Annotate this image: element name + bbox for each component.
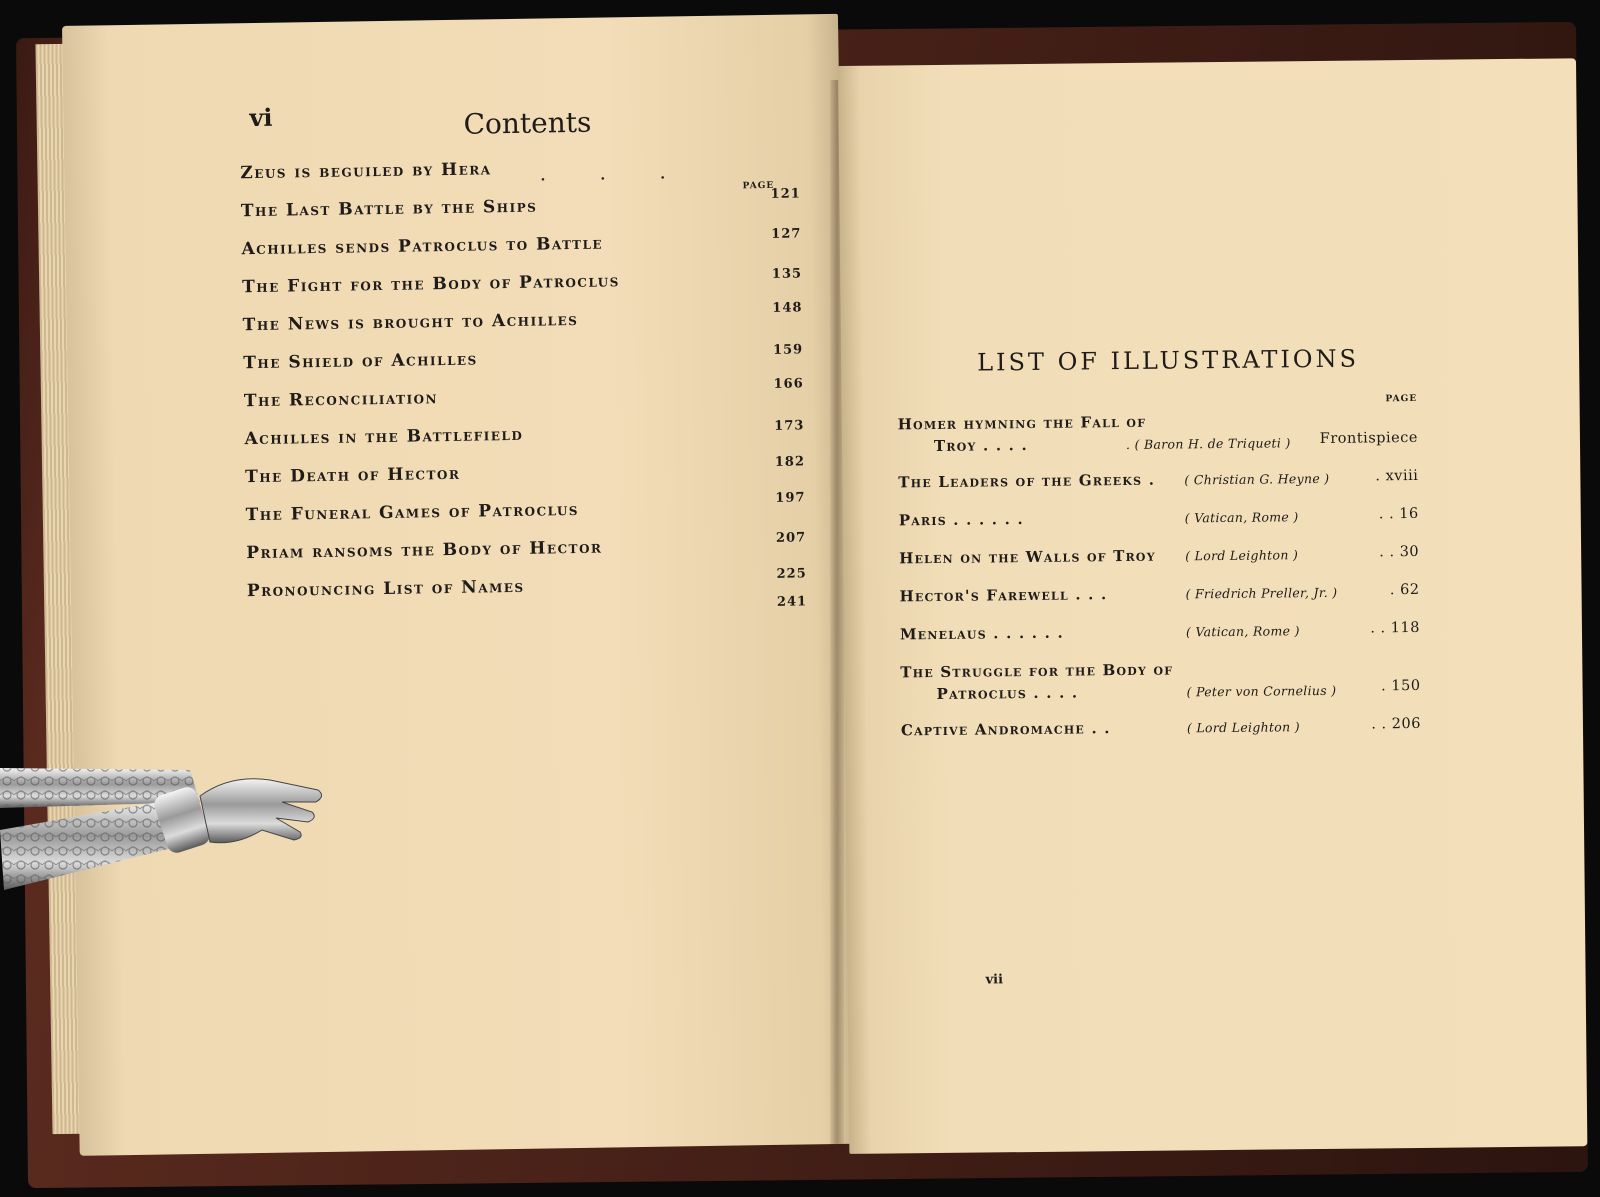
toc-entry-page: 148 bbox=[772, 300, 803, 316]
illustration-artist: ( Lord Leighton ) bbox=[1185, 547, 1299, 564]
illustration-page: . xviii bbox=[1375, 467, 1419, 485]
toc-entry-page: 127 bbox=[771, 226, 802, 242]
illustration-entry bbox=[898, 468, 1418, 511]
illustration-entry bbox=[900, 658, 1421, 721]
illustration-page: . 62 bbox=[1389, 581, 1420, 599]
toc-entry-title: Pronouncing List of Names bbox=[246, 576, 525, 602]
toc-entry-title: The Funeral Games of Patroclus bbox=[245, 499, 580, 526]
toc-entry-page: 173 bbox=[774, 418, 805, 434]
illustration-name: Homer hymning the Fall of bbox=[897, 412, 1147, 434]
illustration-name: The Struggle for the Body of bbox=[900, 660, 1174, 682]
illustration-page: . . 118 bbox=[1370, 619, 1421, 637]
illustration-name: Helen on the Walls of Troy bbox=[899, 546, 1156, 568]
contents-title: Contents bbox=[463, 105, 592, 141]
illustration-name: The Leaders of the Greeks . bbox=[898, 470, 1156, 492]
illustrations-title: LIST OF ILLUSTRATIONS bbox=[976, 344, 1360, 377]
toc-entry-title: The News is brought to Achilles bbox=[242, 309, 579, 336]
toc-entry-title: The Fight for the Body of Patroclus bbox=[241, 271, 620, 298]
illustration-name: Paris . . . . . . bbox=[898, 510, 1024, 530]
illustration-artist: ( Christian G. Heyne ) bbox=[1184, 470, 1330, 488]
illustration-artist: ( Lord Leighton ) bbox=[1186, 719, 1300, 736]
illustration-artist: ( Friedrich Preller, Jr. ) bbox=[1185, 584, 1338, 602]
illustration-entry bbox=[899, 544, 1419, 587]
contents-page-label: PAGE bbox=[742, 180, 775, 192]
toc-entry-page: 135 bbox=[771, 266, 803, 282]
leader-dots: ... bbox=[540, 165, 721, 185]
illustration-name-cont: Patroclus . . . . bbox=[936, 683, 1079, 704]
toc-entry-title: Priam ransoms the Body of Hector bbox=[246, 537, 603, 564]
toc-entry-page: 241 bbox=[776, 594, 808, 610]
illustration-entry bbox=[899, 582, 1419, 625]
illustration-page: . . 206 bbox=[1371, 715, 1422, 733]
left-page bbox=[62, 14, 856, 1156]
illustration-page: . 150 bbox=[1381, 677, 1421, 695]
illustration-page: . . 30 bbox=[1379, 543, 1420, 561]
toc-entry-title: Zeus is beguiled by Hera bbox=[240, 159, 492, 184]
toc-entry-page: 121 bbox=[770, 186, 801, 202]
toc-entry-title: The Reconciliation bbox=[243, 388, 439, 412]
illustration-name: Menelaus . . . . . . bbox=[899, 623, 1064, 644]
toc-entry-page: 166 bbox=[773, 376, 804, 392]
toc-entry-page: 182 bbox=[774, 454, 806, 470]
illustrations-page-label: PAGE bbox=[1385, 393, 1418, 405]
toc-entry-title: The Death of Hector bbox=[244, 463, 461, 488]
right-page bbox=[838, 58, 1587, 1154]
toc-entry-title: The Last Battle by the Ships bbox=[240, 196, 538, 222]
illustration-entry bbox=[899, 506, 1419, 549]
toc-entry-page: 159 bbox=[772, 342, 804, 358]
illustration-name: Hector's Farewell . . . bbox=[899, 585, 1108, 606]
toc-entry-title: Achilles sends Patroclus to Battle bbox=[241, 233, 604, 260]
right-folio: vii bbox=[985, 972, 1004, 988]
contents-list bbox=[240, 154, 807, 639]
illustration-name-cont: Troy . . . . bbox=[933, 436, 1028, 456]
toc-entry-title: Achilles in the Battlefield bbox=[244, 424, 524, 450]
toc-entry-title: The Shield of Achilles bbox=[243, 349, 478, 374]
left-folio: vi bbox=[249, 102, 273, 133]
illustration-name: Captive Andromache . . bbox=[900, 719, 1111, 740]
illustration-artist: ( Vatican, Rome ) bbox=[1184, 509, 1299, 526]
toc-entry-page: 207 bbox=[775, 530, 807, 546]
toc-entry-page: 197 bbox=[775, 490, 806, 506]
illustration-entry bbox=[900, 620, 1420, 663]
illustration-page: Frontispiece bbox=[1319, 429, 1419, 447]
illustration-artist: ( Vatican, Rome ) bbox=[1185, 623, 1300, 640]
illustration-entry bbox=[901, 716, 1421, 759]
illustration-artist: . ( Baron H. de Triqueti ) bbox=[1125, 435, 1291, 453]
illustration-page: . . 16 bbox=[1378, 505, 1419, 523]
illustrations-list bbox=[898, 410, 1422, 759]
illustration-artist: ( Peter von Cornelius ) bbox=[1186, 682, 1337, 700]
illustration-entry bbox=[898, 410, 1419, 473]
toc-entry-page: 225 bbox=[776, 566, 807, 582]
silver-hand-page-clip bbox=[0, 760, 340, 900]
